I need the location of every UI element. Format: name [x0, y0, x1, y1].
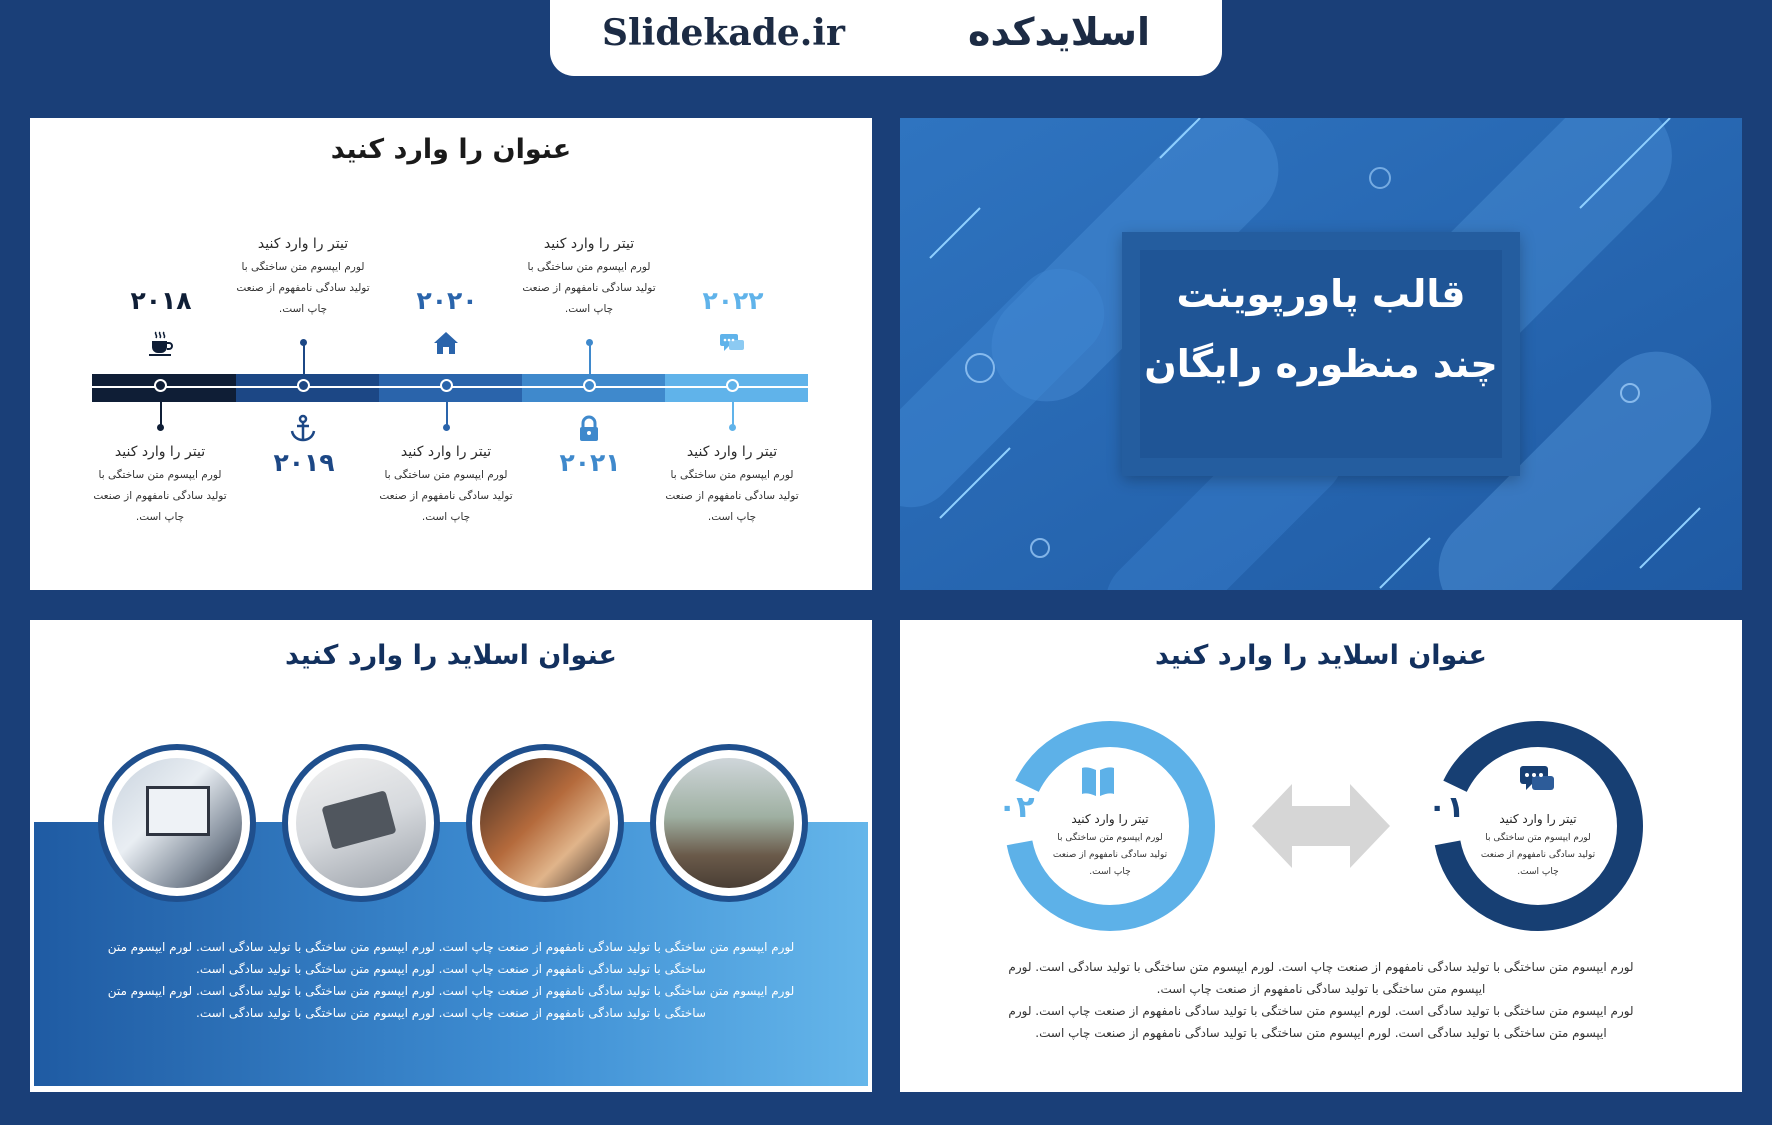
home-icon — [431, 328, 461, 358]
timeline-item-1: تیتر را وارد کنید لورم ایپسوم متن ساختگی با تولید سادگی نامفهوم از صنعت چاپ است. — [93, 444, 227, 523]
anchor-icon — [288, 414, 318, 444]
connector-pin-5 — [729, 424, 736, 431]
connector-pin-2 — [300, 339, 307, 346]
year-2021: ۲۰۲۱ — [559, 448, 621, 477]
site-name-persian: اسلایدکده — [968, 10, 1150, 54]
chat-icon — [717, 328, 747, 358]
connector-1 — [160, 392, 162, 427]
connector-5 — [732, 392, 734, 427]
timeline-item-2: تیتر را وارد کنید لورم ایپسوم متن ساختگی با تولید سادگی نامفهوم از صنعت چاپ است. — [236, 236, 370, 315]
photo-circle-room — [650, 744, 808, 902]
timeline-item-3: تیتر را وارد کنید لورم ایپسوم متن ساختگی با تولید سادگی نامفهوم از صنعت چاپ است. — [379, 444, 513, 523]
timeline-dot-3 — [440, 379, 453, 392]
connector-2 — [303, 342, 305, 378]
book-icon — [1082, 767, 1114, 796]
chat-bubbles-icon — [1520, 766, 1554, 790]
year-2018: ۲۰۱۸ — [130, 286, 192, 315]
connector-3 — [446, 392, 448, 427]
compare-ring-text-02: تیتر را وارد کنید لورم ایپسوم متن ساختگی با تولید سادگی نامفهوم از صنعت چاپ است. — [1052, 812, 1168, 877]
slide-photos[interactable] — [30, 620, 872, 1092]
timeline-dot-2 — [297, 379, 310, 392]
year-2019: ۲۰۱۹ — [273, 448, 335, 477]
slide-timeline[interactable] — [30, 118, 872, 590]
compare-ring-text-01: تیتر را وارد کنید لورم ایپسوم متن ساختگی با تولید سادگی نامفهوم از صنعت چاپ است. — [1480, 812, 1596, 877]
timeline-dot-4 — [583, 379, 596, 392]
site-name-latin: Slidekade.ir — [602, 12, 845, 54]
compare-number-02: ۰۲ — [998, 790, 1035, 825]
photo-circle-tablet — [282, 744, 440, 902]
compare-graphic — [900, 710, 1742, 950]
site-header-tab — [550, 0, 1222, 76]
compare-title: عنوان اسلاید را وارد کنید — [1155, 640, 1487, 671]
cover-title-line1: قالب پاورپوینت — [1176, 272, 1466, 316]
photos-paragraph: لورم ایپسوم متن ساختگی با تولید سادگی نامفهوم از صنعت چاپ است. لورم ایپسوم متن ساختگی با تولید سادگی است. لورم ایپسوم متن ساختگی با تولید سادگی نامفهوم از صنعت چاپ است. لورم ایپسوم متن ساختگی با تولید سادگی است. لورم ایپسوم متن ساختگی با تولید سادگی نامفهوم از صنعت چاپ است. لورم ایپسوم متن ساختگی با تولید سادگی است. لورم ایپسوم متن ساختگی با تولید سادگی نامفهوم از صنعت چاپ است. لورم ایپسوم متن ساختگی با تولید سادگی است. — [107, 940, 795, 1020]
timeline-item-4: تیتر را وارد کنید لورم ایپسوم متن ساختگی با تولید سادگی نامفهوم از صنعت چاپ است. — [522, 236, 656, 315]
cover-title-box — [1122, 232, 1520, 476]
photo-circle-office — [98, 744, 256, 902]
timeline-title: عنوان را وارد کنید — [330, 134, 572, 165]
year-2022: ۲۰۲۲ — [702, 286, 764, 315]
lock-icon — [574, 414, 604, 444]
connector-pin-3 — [443, 424, 450, 431]
connector-pin-1 — [157, 424, 164, 431]
photos-title: عنوان اسلاید را وارد کنید — [285, 640, 617, 671]
compare-number-01: ۰۱ — [1428, 790, 1465, 825]
timeline-dot-1 — [154, 379, 167, 392]
connector-4 — [589, 342, 591, 378]
timeline-dot-5 — [726, 379, 739, 392]
year-2020: ۲۰۲۰ — [416, 286, 478, 315]
coffee-icon — [146, 328, 176, 358]
timeline-item-5: تیتر را وارد کنید لورم ایپسوم متن ساختگی با تولید سادگی نامفهوم از صنعت چاپ است. — [665, 444, 799, 523]
slide-cover[interactable] — [900, 118, 1742, 590]
cover-title-line2: چند منظوره رایگان — [1144, 342, 1498, 386]
compare-paragraph: لورم ایپسوم متن ساختگی با تولید سادگی نامفهوم از صنعت چاپ است. لورم ایپسوم متن ساختگی با تولید سادگی است. لورم ایپسوم متن ساختگی با تولید سادگی نامفهوم از صنعت چاپ است. لورم ایپسوم متن ساختگی با تولید سادگی است. لورم ایپسوم متن ساختگی با تولید سادگی نامفهوم از صنعت چاپ است. لورم ایپسوم متن ساختگی با تولید سادگی است. لورم ایپسوم متن ساختگی با تولید سادگی نامفهوم از صنعت چاپ است. — [1008, 960, 1634, 1040]
connector-pin-4 — [586, 339, 593, 346]
slide-compare[interactable] — [900, 620, 1742, 1092]
photo-circle-desk — [466, 744, 624, 902]
